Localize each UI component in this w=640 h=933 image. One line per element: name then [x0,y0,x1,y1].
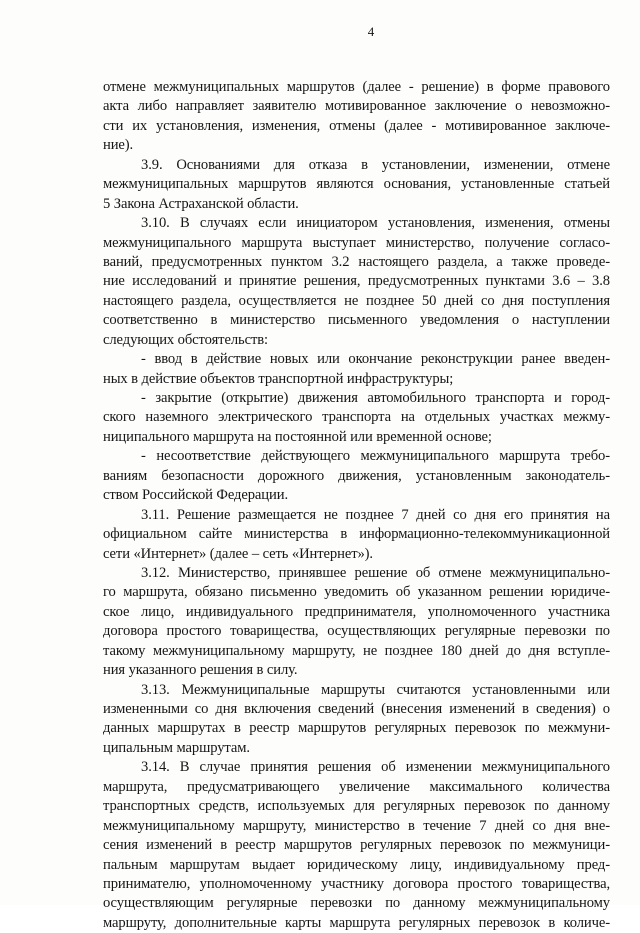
paragraph-text-line: межмуниципальному маршруту, министерство в течение 7 дней со дня вне- [103,817,610,834]
paragraph-text-line: межмуниципальных маршрутов являются основания, установленные статьей [103,176,610,193]
paragraph-text-line: следующих обстоятельств: [103,331,268,348]
paragraph-3-11-first-line: 3.11. Решение размещается не позднее 7 дней со дня его принятия на [141,506,610,523]
paragraph-text-line: договора простого товарищества, осуществляющих регулярные перевозки по [103,623,610,640]
paragraph-text-line: принимателю, уполномоченному участнику договора простого товарищества, [103,875,610,892]
paragraph-text-line: настоящего раздела, осуществляется не позднее 50 дней со дня поступления [103,292,610,309]
paragraph-text-line: измененными со дня включения сведений (внесения изменений в сведения) о [103,701,610,717]
list-item-first-line: - закрытие (открытие) движения автомобильного транспорта и город- [141,390,610,406]
paragraph-text-line: ние исследований и принятие решения, предусмотренных пунктами 3.6 – 3.8 [103,273,610,290]
list-item-text-line: ных в действие объектов транспортной инфраструктуры; [103,370,454,387]
paragraph-text-line: сети «Интернет» (далее – сеть «Интернет»). [103,545,373,562]
paragraph-3-14-first-line: 3.14. В случае принятия решения об изменении межмуниципального [141,759,610,776]
paragraph-text-line: пальным маршрутам выдает юридическому лицу, индивидуальному пред- [103,856,610,873]
intro-text-line: сти их установления, изменения, отмены (далее - мотивированное заключе- [103,117,610,134]
list-item-text-line: ством Российской Федерации. [103,487,288,504]
paragraph-text-line: маршрута, предусматривающего увеличение максимального количества [103,778,610,795]
paragraph-text-line: межмуниципального маршрута выступает министерство, получение согласо- [103,234,610,251]
list-item-first-line: - несоответствие действующего межмуниципального маршрута требо- [141,448,610,465]
list-item-first-line: - ввод в действие новых или окончание реконструкции ранее введен- [141,351,610,368]
paragraph-text-line: соответственно в министерство письменного уведомления о наступлении [103,312,610,329]
paragraph-text-line: го маршрута, обязано письменно уведомить об указанном решении юридиче- [103,584,610,601]
paragraph-text-line: 5 Закона Астраханской области. [103,195,299,212]
paragraph-text-line: транспортных средств, используемых для регулярных перевозок по данному [103,798,610,815]
paragraph-text-line: ципальным маршрутам. [103,739,250,756]
paragraph-text-line: осуществляющим регулярные перевозки по данному межмуниципальному [103,895,610,912]
intro-text-line: акта либо направляет заявителю мотивированное заключение о невозможно- [103,98,610,115]
document-body [103,78,610,933]
paragraph-text-line: данных маршрутах в реестр маршрутов регулярных перевозок по межмуни- [103,720,610,737]
list-item-text-line: ваниям безопасности дорожного движения, установленным законодатель- [103,467,610,484]
paragraph-3-13-first-line: 3.13. Межмуниципальные маршруты считаются установленными или [141,681,610,698]
list-item-text-line: ского наземного электрического транспорта на отдельных участках межму- [103,409,610,426]
paragraph-text-line: сения изменений в реестр маршрутов регулярных перевозок по межмуници- [103,837,610,854]
paragraph-3-10-first-line: 3.10. В случаях если инициатором установления, изменения, отмены [141,215,610,232]
paragraph-text-line: ское лицо, индивидуального предпринимателя, уполномоченного участника [103,603,610,620]
paragraph-text-line: ния указанного решения в силу. [103,662,298,679]
paragraph-text-line: маршруту, дополнительные карты маршрута регулярных перевозок в количе- [103,914,610,931]
intro-text-line: ние). [103,137,134,154]
list-item-text-line: ниципального маршрута на постоянной или временной основе; [103,428,492,445]
paragraph-text-line: такому межмуниципальному маршруту, не позднее 180 дней до дня вступле- [103,642,610,659]
page-number: 4 [367,24,375,39]
paragraph-3-9-first-line: 3.9. Основаниями для отказа в установлении, изменении, отмене [141,156,610,173]
paragraph-text-line: официальном сайте министерства в информационно-телекоммуникационной [103,526,610,543]
paragraph-text-line: ваний, предусмотренных пунктом 3.2 настоящего раздела, а также проведе- [103,253,610,270]
intro-text-line: отмене межмуниципальных маршрутов (далее - решение) в форме правового [103,79,610,95]
paragraph-3-12-first-line: 3.12. Министерство, принявшее решение об отмене межмуниципально- [141,564,610,581]
